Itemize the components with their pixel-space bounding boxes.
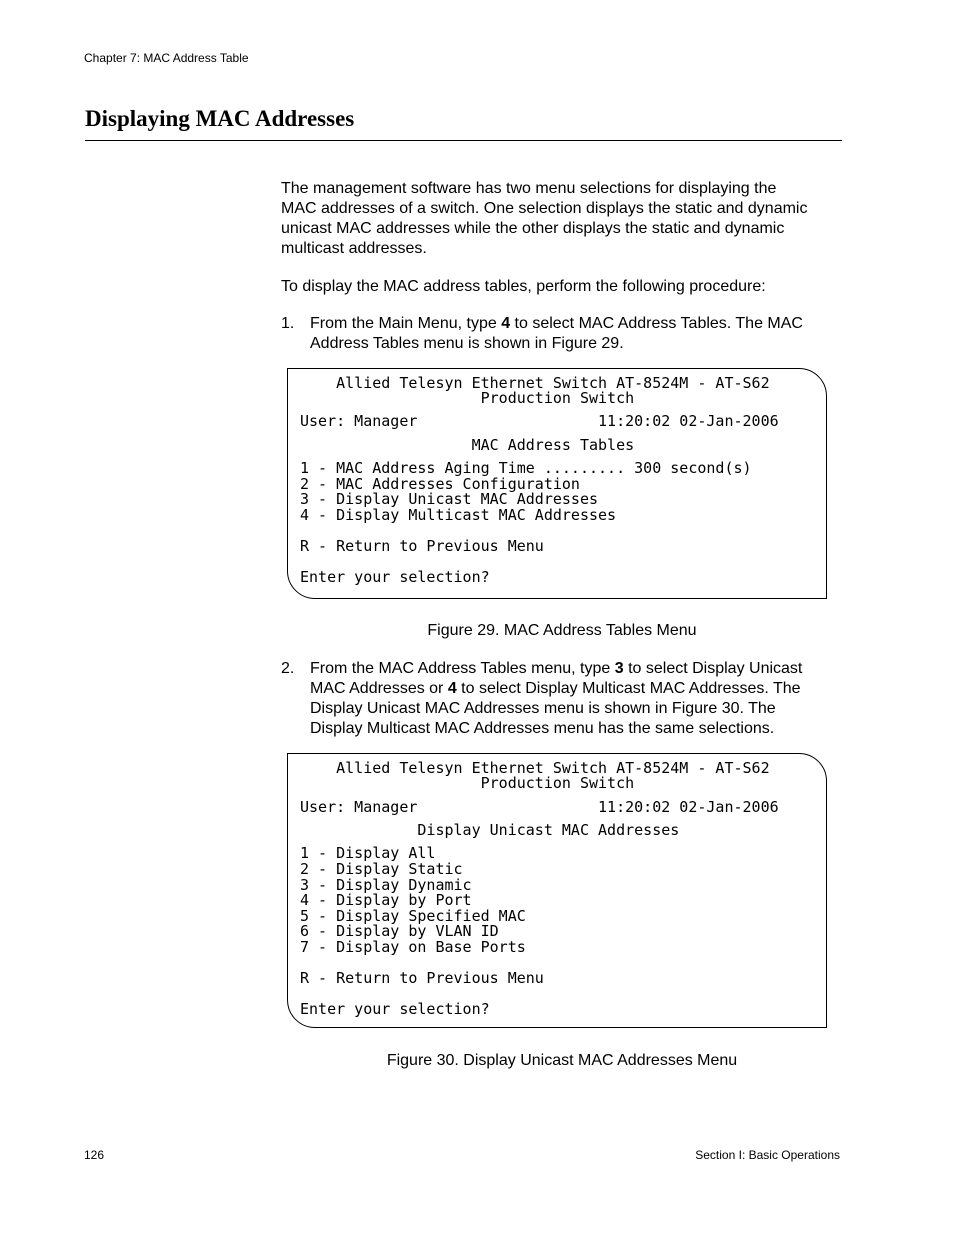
terminal-line: 3 - Display Unicast MAC Addresses (300, 490, 599, 508)
terminal-line: Production Switch (300, 389, 635, 407)
intro-line: MAC addresses of a switch. One selection displays the static and dynamic (281, 200, 808, 217)
terminal-line: 6 - Display by VLAN ID (300, 922, 499, 940)
step-line: Display Multicast MAC Addresses menu has the same selections. (310, 720, 775, 737)
step-number: 1. (281, 315, 295, 332)
page-number: 126 (84, 1148, 105, 1162)
step-text-segment: to select Display Unicast (623, 660, 803, 677)
step-key: 4 (447, 680, 457, 697)
running-header: Chapter 7: MAC Address Table (84, 51, 249, 65)
terminal-line: Enter your selection? (300, 1000, 490, 1018)
step-text-segment: From the Main Menu, type (310, 315, 502, 332)
terminal-line: Production Switch (300, 774, 635, 792)
footer-section: Section I: Basic Operations (695, 1148, 840, 1162)
terminal-line: R - Return to Previous Menu (300, 537, 544, 555)
terminal-line: 1 - MAC Address Aging Time ......... 300 second(s) (300, 459, 752, 477)
terminal-line: 7 - Display on Base Ports (300, 938, 526, 956)
step-line: Display Unicast MAC Addresses menu is shown in Figure 30. The (310, 700, 776, 717)
terminal-line: Allied Telesyn Ethernet Switch AT-8524M - AT-S62 (300, 759, 770, 777)
terminal-line: R - Return to Previous Menu (300, 969, 544, 987)
terminal-line: Enter your selection? (300, 568, 490, 586)
intro-line: The management software has two menu selections for displaying the (281, 180, 777, 197)
terminal-line: User: Manager 11:20:02 02-Jan-2006 (300, 412, 779, 430)
step-line (310, 314, 841, 334)
intro-line: unicast MAC addresses while the other displays the static and dynamic (281, 220, 785, 237)
procedure-intro: To display the MAC address tables, perform the following procedure: (281, 278, 766, 295)
title-rule (85, 140, 842, 141)
step-text (310, 659, 841, 739)
terminal-screen-figure-29 (287, 368, 827, 599)
step-key: 3 (614, 660, 624, 677)
step-number: 2. (281, 660, 295, 677)
step-key: 4 (501, 315, 511, 332)
terminal-screen-figure-30 (287, 753, 827, 1028)
section-title: Displaying MAC Addresses (85, 106, 355, 131)
figure-30-caption: Figure 30. Display Unicast MAC Addresses Menu (386, 1052, 738, 1069)
step-text-segment: to select Display Multicast MAC Addresses. The (456, 680, 801, 697)
terminal-line: 4 - Display by Port (300, 891, 472, 909)
step-line: Address Tables menu is shown in Figure 29. (310, 335, 624, 352)
terminal-line: 1 - Display All (300, 844, 436, 862)
step-line (310, 679, 841, 699)
terminal-line: 2 - MAC Addresses Configuration (300, 475, 580, 493)
terminal-line: 2 - Display Static (300, 860, 463, 878)
terminal-line: MAC Address Tables (300, 436, 635, 454)
terminal-line: 4 - Display Multicast MAC Addresses (300, 506, 617, 524)
intro-line: multicast addresses. (281, 240, 427, 257)
terminal-line: 5 - Display Specified MAC (300, 907, 526, 925)
step-text-segment: MAC Addresses or (310, 680, 448, 697)
step-text (310, 314, 841, 354)
terminal-line: Allied Telesyn Ethernet Switch AT-8524M - AT-S62 (300, 374, 770, 392)
terminal-line: Display Unicast MAC Addresses (300, 821, 680, 839)
figure-29-caption: Figure 29. MAC Address Tables Menu (427, 622, 697, 639)
terminal-line: 3 - Display Dynamic (300, 876, 472, 894)
step-text-segment: From the MAC Address Tables menu, type (310, 660, 615, 677)
terminal-line: User: Manager 11:20:02 02-Jan-2006 (300, 798, 779, 816)
step-line (310, 659, 841, 679)
step-text-segment: to select MAC Address Tables. The MAC (510, 315, 803, 332)
